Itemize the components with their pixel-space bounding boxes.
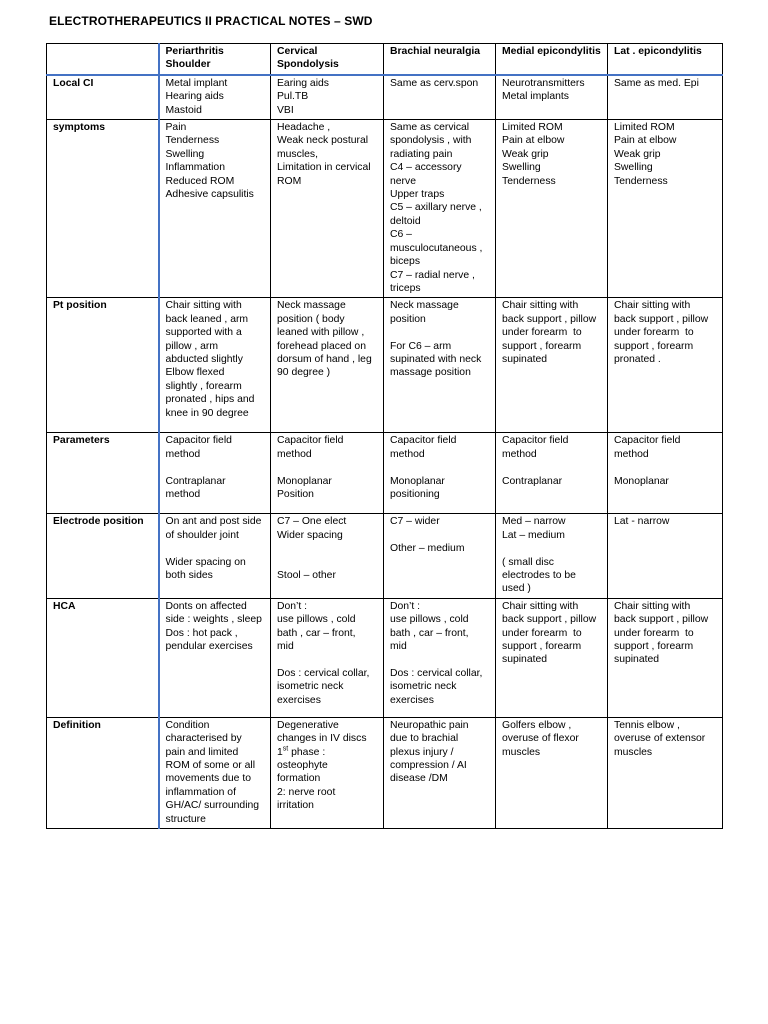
- header-row: [47, 44, 723, 75]
- table-cell: [271, 75, 384, 120]
- table-cell: [271, 514, 384, 598]
- cell-line: Tennis elbow ,: [614, 719, 680, 731]
- table-row: [47, 120, 723, 298]
- row-label: HCA: [47, 598, 159, 717]
- cell-line: slightly , forearm: [165, 380, 242, 392]
- table-cell: [608, 298, 723, 433]
- cell-line: ROM of some or all: [165, 759, 255, 771]
- cell-line: under forearm to: [614, 327, 694, 339]
- cell-line: under forearm to: [502, 627, 582, 639]
- cell-line: Weak grip: [614, 148, 661, 160]
- cell-line: back support , pillow: [502, 614, 597, 626]
- table-cell: [496, 298, 608, 433]
- cell-line: Wider spacing: [277, 529, 343, 541]
- header-corner-cell: [47, 44, 159, 75]
- table-cell: [608, 717, 723, 828]
- cell-line: electrodes to be: [502, 569, 576, 581]
- cell-line: Periarthritis: [165, 46, 224, 57]
- cell-line: dorsum of hand , leg: [277, 353, 372, 365]
- table-cell: [496, 514, 608, 598]
- cell-line: biceps: [390, 256, 421, 268]
- cell-line: back support , pillow: [502, 313, 597, 325]
- cell-line: Hearing aids: [165, 91, 224, 103]
- cell-line: muscles,: [277, 148, 318, 160]
- cell-line: Lat . epicondylitis: [614, 46, 702, 57]
- cell-line: spondolysis , with: [390, 135, 472, 147]
- cell-line: Contraplanar: [502, 475, 563, 487]
- cell-line: Same as cerv.spon: [390, 77, 479, 89]
- cell-line: C4 – accessory nerve: [390, 162, 465, 187]
- cell-line: supported with a: [165, 327, 242, 339]
- row-label: Local CI: [47, 75, 159, 120]
- cell-line: [390, 326, 489, 339]
- cell-line: structure: [165, 813, 206, 825]
- cell-line: C7 – One elect: [277, 516, 347, 528]
- cell-line: massage position: [390, 367, 471, 379]
- cell-line: of shoulder joint: [165, 529, 239, 541]
- table-cell: [496, 75, 608, 120]
- cell-line: Earing aids: [277, 77, 329, 89]
- cell-line: back support , pillow: [614, 614, 709, 626]
- table-cell: [271, 298, 384, 433]
- cell-line: Elbow flexed: [165, 367, 225, 379]
- table-body: [47, 75, 723, 829]
- table-cell: [608, 120, 723, 298]
- cell-line: forehead placed on: [277, 340, 366, 352]
- cell-line: Capacitor field: [277, 435, 344, 447]
- cell-line: movements due to: [165, 773, 251, 785]
- table-cell: [159, 514, 271, 598]
- cell-line: [502, 461, 601, 474]
- cell-line: VBI: [277, 104, 294, 116]
- cell-line: Pain at elbow: [614, 135, 677, 147]
- table-cell: [384, 120, 496, 298]
- cell-line: back leaned , arm: [165, 313, 249, 325]
- cell-line: formation: [277, 773, 321, 785]
- cell-line: bath , car – front,: [277, 627, 356, 639]
- cell-line: 2: nerve root: [277, 786, 336, 798]
- cell-line: Swelling: [165, 148, 205, 160]
- table-cell: [159, 598, 271, 717]
- row-label: symptoms: [47, 120, 159, 298]
- cell-line: inflammation of: [165, 786, 236, 798]
- cell-line: [502, 542, 601, 555]
- cell-line: back support , pillow: [614, 313, 709, 325]
- cell-line: ROM: [277, 175, 302, 187]
- cell-line: Inflammation: [165, 162, 225, 174]
- row-label: Pt position: [47, 298, 159, 433]
- cell-line: knee in 90 degree: [165, 407, 249, 419]
- cell-line: Chair sitting with: [165, 300, 242, 312]
- cell-line: Lat - narrow: [614, 516, 670, 528]
- cell-line: Same as med. Epi: [614, 77, 699, 89]
- table-cell: [384, 598, 496, 717]
- cell-line: supinated: [502, 654, 548, 666]
- column-header: [159, 44, 271, 75]
- cell-line: Weak grip: [502, 148, 549, 160]
- cell-line: pronated , hips and: [165, 394, 255, 406]
- cell-line: Tenderness: [165, 135, 220, 147]
- cell-line: Metal implant: [165, 77, 228, 89]
- cell-line: isometric neck: [390, 681, 457, 693]
- table-cell: [608, 433, 723, 514]
- cell-line: [277, 461, 377, 474]
- cell-line: Other – medium: [390, 543, 465, 555]
- cell-line: On ant and post side: [165, 516, 262, 528]
- cell-line: [390, 653, 489, 666]
- cell-line: Spondolysis: [277, 59, 339, 71]
- cell-line: radiating pain: [390, 148, 453, 160]
- cell-line: C7 – wider: [390, 516, 440, 528]
- table-cell: [608, 75, 723, 120]
- cell-line: method: [165, 448, 201, 460]
- cell-line: Monoplanar: [614, 475, 669, 487]
- cell-line: Monoplanar: [277, 475, 332, 487]
- cell-line: Reduced ROM: [165, 175, 235, 187]
- cell-line: under forearm to: [614, 627, 694, 639]
- cell-line: position ( body: [277, 313, 345, 325]
- cell-line: Capacitor field: [390, 435, 457, 447]
- cell-line: Same as cervical: [390, 122, 470, 134]
- cell-line: leaned with pillow ,: [277, 327, 365, 339]
- column-header: [496, 44, 608, 75]
- row-label: Electrode position: [47, 514, 159, 598]
- cell-line: [277, 556, 377, 569]
- cell-line: Monoplanar: [390, 475, 445, 487]
- cell-line: Donts on affected: [165, 600, 247, 612]
- cell-line: bath , car – front,: [390, 627, 469, 639]
- cell-line: method: [390, 448, 425, 460]
- cell-line: Pain at elbow: [502, 135, 565, 147]
- cell-line: method: [614, 448, 649, 460]
- cell-line: [277, 653, 377, 666]
- cell-line: musculocutaneous ,: [390, 242, 483, 254]
- table-cell: [608, 514, 723, 598]
- cell-line: pillow , arm: [165, 340, 219, 352]
- cell-line: Neurotransmitters: [502, 77, 585, 89]
- cell-line: Swelling: [502, 162, 541, 174]
- cell-line: [390, 461, 489, 474]
- cell-line: Limitation in cervical: [277, 162, 371, 174]
- cell-line: C6 –: [390, 229, 412, 241]
- cell-line: Neuropathic pain: [390, 719, 469, 731]
- cell-line: Med – narrow: [502, 516, 566, 528]
- cell-line: Dos : hot pack ,: [165, 627, 238, 639]
- table-row: [47, 717, 723, 828]
- cell-line: positioning: [390, 488, 440, 500]
- cell-line: mid: [390, 640, 407, 652]
- cell-line: supinated: [502, 353, 548, 365]
- cell-line: support , forearm: [614, 340, 694, 352]
- cell-line: pronated .: [614, 353, 661, 365]
- cell-line: Lat – medium: [502, 529, 565, 541]
- cell-line: Don’t :: [277, 600, 308, 612]
- cell-line: For C6 – arm: [390, 340, 452, 352]
- table-cell: [159, 298, 271, 433]
- table-cell: [159, 120, 271, 298]
- practical-notes-table: [46, 43, 723, 829]
- cell-line: changes in IV discs: [277, 733, 367, 745]
- cell-line: Pul.TB: [277, 91, 309, 103]
- cell-line: triceps: [390, 282, 421, 294]
- cell-line: Metal implants: [502, 91, 569, 103]
- cell-line: method: [165, 488, 201, 500]
- table-cell: [496, 598, 608, 717]
- cell-line: characterised by: [165, 733, 242, 745]
- cell-line: Cervical: [277, 46, 318, 57]
- cell-line: Neck massage: [277, 300, 346, 312]
- cell-line: method: [502, 448, 537, 460]
- cell-line: plexus injury /: [390, 746, 454, 758]
- cell-line: deltoid: [390, 215, 421, 227]
- cell-line: exercises: [390, 694, 434, 706]
- cell-line: Position: [277, 488, 314, 500]
- cell-line: Chair sitting with: [614, 300, 691, 312]
- table-cell: [496, 120, 608, 298]
- cell-line: Limited ROM: [502, 122, 563, 134]
- cell-line: overuse of flexor: [502, 733, 579, 745]
- cell-line: [277, 542, 377, 555]
- column-header: [271, 44, 384, 75]
- cell-line: [166, 542, 265, 555]
- cell-line: Capacitor field: [165, 435, 232, 447]
- cell-line: Medial epicondylitis: [502, 46, 601, 57]
- table-cell: [271, 598, 384, 717]
- cell-line: Adhesive capsulitis: [165, 189, 254, 201]
- table-row: [47, 75, 723, 120]
- cell-line: Chair sitting with: [614, 600, 691, 612]
- row-label: Parameters: [47, 433, 159, 514]
- table-cell: [608, 598, 723, 717]
- table-cell: [384, 298, 496, 433]
- cell-line: 1st phase :: [277, 745, 326, 758]
- cell-line: Condition: [165, 719, 210, 731]
- cell-line: ( small disc: [502, 556, 554, 568]
- cell-line: used ): [502, 583, 531, 595]
- cell-line: Chair sitting with: [502, 600, 579, 612]
- cell-line: use pillows , cold: [277, 614, 356, 626]
- cell-line: Dos : cervical collar,: [277, 667, 370, 679]
- table-cell: [384, 433, 496, 514]
- cell-line: Shoulder: [165, 59, 211, 71]
- cell-line: C7 – radial nerve ,: [390, 269, 475, 281]
- cell-line: pain and limited: [165, 746, 239, 758]
- table-row: [47, 598, 723, 717]
- cell-line: Golfers elbow ,: [502, 719, 572, 731]
- table-cell: [384, 75, 496, 120]
- row-label: Definition: [47, 717, 159, 828]
- cell-line: GH/AC/ surrounding: [165, 800, 260, 812]
- cell-line: compression / AI: [390, 759, 467, 771]
- cell-line: [390, 529, 489, 542]
- cell-line: Chair sitting with: [502, 300, 579, 312]
- cell-line: Degenerative: [277, 719, 339, 731]
- cell-line: Limited ROM: [614, 122, 675, 134]
- cell-line: support , forearm: [614, 640, 694, 652]
- cell-line: supinated: [614, 654, 660, 666]
- table-cell: [496, 717, 608, 828]
- column-header: [608, 44, 723, 75]
- table-cell: [159, 75, 271, 120]
- cell-line: position: [390, 313, 426, 325]
- cell-line: Tenderness: [502, 175, 556, 187]
- column-header: [384, 44, 496, 75]
- table-cell: [271, 120, 384, 298]
- cell-line: C5 – axillary nerve ,: [390, 202, 482, 214]
- cell-line: support , forearm: [502, 640, 582, 652]
- cell-line: under forearm to: [502, 327, 582, 339]
- cell-line: Swelling: [614, 162, 653, 174]
- table-row: [47, 514, 723, 598]
- table-cell: [384, 717, 496, 828]
- cell-line: exercises: [277, 694, 321, 706]
- document-title: ELECTROTHERAPEUTICS II PRACTICAL NOTES – SWD: [49, 14, 373, 28]
- cell-line: pendular exercises: [165, 640, 253, 652]
- cell-line: Tenderness: [614, 175, 668, 187]
- cell-line: support , forearm: [502, 340, 582, 352]
- cell-line: disease /DM: [390, 773, 448, 785]
- table-cell: [384, 514, 496, 598]
- cell-line: due to brachial: [390, 733, 459, 745]
- table-row: [47, 298, 723, 433]
- table-cell: [159, 433, 271, 514]
- table-row: [47, 433, 723, 514]
- cell-line: method: [277, 448, 312, 460]
- cell-line: Stool – other: [277, 569, 336, 581]
- cell-line: mid: [277, 640, 294, 652]
- cell-line: [614, 461, 716, 474]
- cell-line: Weak neck postural: [277, 135, 369, 147]
- cell-line: supinated with neck: [390, 353, 482, 365]
- cell-line: Capacitor field: [614, 435, 681, 447]
- cell-line: Upper traps: [390, 189, 445, 201]
- cell-line: Headache ,: [277, 122, 331, 134]
- table-cell: [496, 433, 608, 514]
- cell-line: overuse of extensor: [614, 733, 706, 745]
- table-cell: [159, 717, 271, 828]
- cell-line: [166, 461, 265, 474]
- cell-line: Contraplanar: [165, 475, 226, 487]
- cell-line: Dos : cervical collar,: [390, 667, 483, 679]
- cell-line: Mastoid: [165, 104, 202, 116]
- cell-line: Don’t :: [390, 600, 421, 612]
- cell-line: irritation: [277, 800, 314, 812]
- cell-line: muscles: [614, 746, 653, 758]
- cell-line: osteophyte: [277, 759, 328, 771]
- cell-line: 90 degree ): [277, 367, 331, 379]
- cell-line: isometric neck: [277, 681, 344, 693]
- cell-line: muscles: [502, 746, 541, 758]
- cell-line: use pillows , cold: [390, 614, 469, 626]
- cell-line: Capacitor field: [502, 435, 569, 447]
- table-cell: [271, 717, 384, 828]
- cell-line: abducted slightly: [165, 353, 243, 365]
- table-cell: [271, 433, 384, 514]
- cell-line: both sides: [165, 569, 213, 581]
- cell-line: Neck massage: [390, 300, 459, 312]
- cell-line: side : weights , sleep: [165, 614, 262, 626]
- cell-line: Pain: [165, 122, 187, 134]
- cell-line: Brachial neuralgia: [390, 46, 481, 57]
- cell-line: Wider spacing on: [165, 556, 246, 568]
